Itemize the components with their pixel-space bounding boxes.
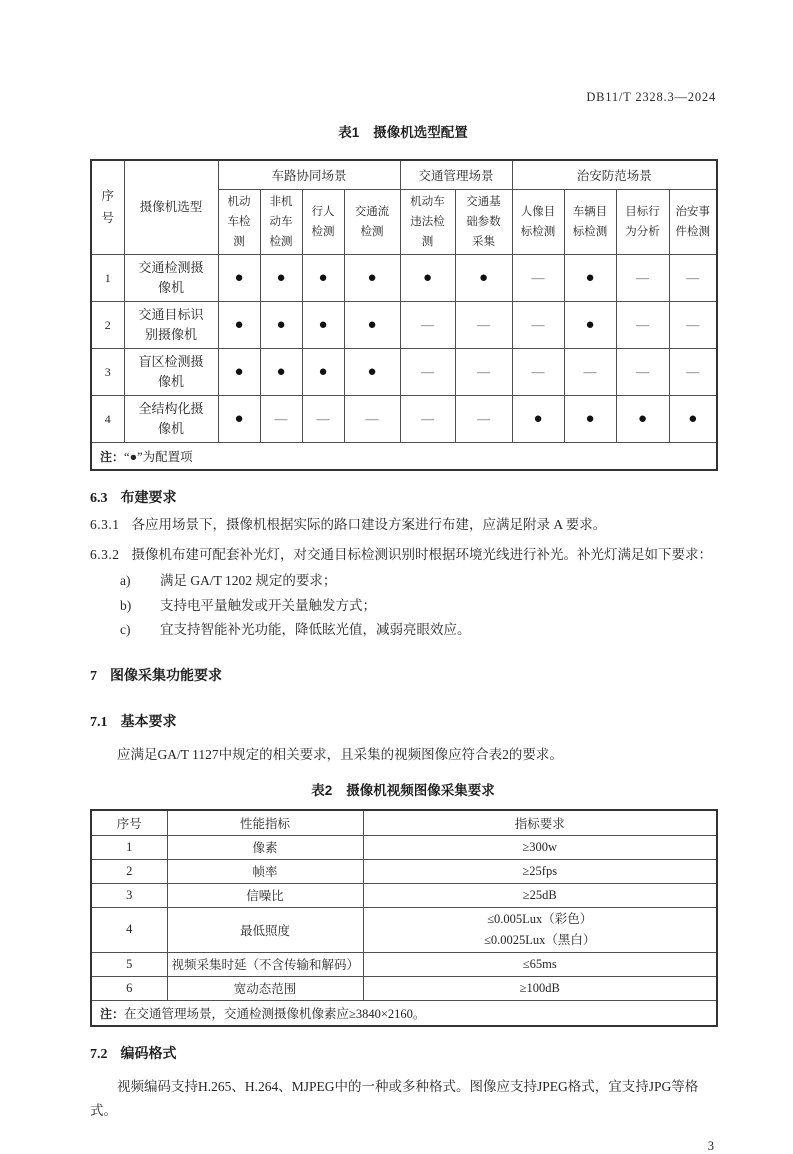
- list-marker: b): [120, 597, 132, 613]
- config-mark: —: [564, 349, 616, 396]
- table1-col-non-motor-detect: 非机动车检测: [260, 190, 302, 255]
- list-text: 满足 GA/T 1202 规定的要求；: [160, 573, 337, 589]
- clause-text: 各应用场景下，摄像机根据实际的路口建设方案进行布建，应满足附录 A 要求。: [131, 517, 607, 533]
- config-mark: ●: [260, 349, 302, 396]
- table2-note: [91, 1000, 717, 1026]
- row-seq: 2: [91, 302, 124, 349]
- indicator-name: 视频采集时延（不含传输和解码）: [167, 952, 363, 976]
- table1-col-violation-detect: 机动车违法检测: [400, 190, 455, 255]
- section-6-3-number: 6.3: [90, 491, 108, 507]
- table1-col-basic-params: 交通基础参数采集: [455, 190, 512, 255]
- row-seq: 3: [91, 883, 167, 907]
- indicator-name: 信噪比: [167, 883, 363, 907]
- table1-group-security: 治安防范场景: [512, 160, 717, 190]
- row-seq: 1: [91, 835, 167, 859]
- list-item-a: [90, 569, 716, 594]
- section-7-heading: [90, 665, 716, 685]
- page-number: 3: [707, 1138, 714, 1153]
- indicator-name: 最低照度: [167, 907, 363, 952]
- section-6-3-title: 布建要求: [120, 489, 177, 506]
- config-mark: —: [400, 349, 455, 396]
- table1-col-traffic-flow-detect: 交通流检测: [344, 190, 400, 255]
- config-mark: ●: [344, 349, 400, 396]
- section-6-3-heading: [90, 487, 716, 507]
- config-mark: —: [260, 396, 302, 443]
- clause-number: 6.3.1: [90, 517, 120, 533]
- section-7-2-title: 编码格式: [120, 1044, 177, 1061]
- table2-caption-label: 表2: [311, 782, 333, 798]
- table1-note: [91, 443, 717, 471]
- config-mark: —: [512, 255, 564, 302]
- requirement-list: [90, 569, 716, 643]
- list-marker: a): [120, 573, 131, 589]
- table2-note-row: [91, 1000, 717, 1026]
- row-seq: 1: [91, 255, 124, 302]
- requirement-value: ≥25fps: [363, 859, 717, 883]
- table2-row: [91, 835, 717, 859]
- table-video-capture-requirements: [90, 809, 718, 1027]
- config-mark: ●: [616, 396, 669, 443]
- config-mark: —: [669, 255, 717, 302]
- section-7-number: 7: [90, 668, 97, 684]
- config-mark: ●: [260, 302, 302, 349]
- table2-note-text: 在交通管理场景，交通检测摄像机像素应≥3840×2160。: [124, 1006, 426, 1021]
- table2-caption: [90, 779, 716, 799]
- list-text: 支持电平量触发或开关量触发方式；: [160, 597, 376, 613]
- config-mark: —: [616, 349, 669, 396]
- section-7-2-heading: [90, 1043, 716, 1063]
- table1-col-face-target: 人像目标检测: [512, 190, 564, 255]
- config-mark: ●: [669, 396, 717, 443]
- camera-type-name: 交通检测摄像机: [124, 255, 218, 302]
- row-seq: 4: [91, 396, 124, 443]
- list-marker: c): [120, 622, 131, 638]
- table1-col-motor-vehicle-detect: 机动车检测: [218, 190, 260, 255]
- table2-header-requirement: 指标要求: [363, 810, 717, 836]
- config-mark: —: [512, 349, 564, 396]
- config-mark: ●: [302, 302, 344, 349]
- row-seq: 3: [91, 349, 124, 396]
- table1-note-text: “●”为配置项: [124, 450, 193, 465]
- table2-row: [91, 859, 717, 883]
- table2-header-seq: 序号: [91, 810, 167, 836]
- table1-col-pedestrian-detect: 行人检测: [302, 190, 344, 255]
- config-mark: —: [455, 396, 512, 443]
- list-item-b: [90, 594, 716, 619]
- clause-6-3-1: [90, 513, 716, 537]
- table1-col-security-event: 治安事件检测: [669, 190, 717, 255]
- requirement-line-color: ≤0.005Lux（彩色）: [487, 911, 593, 926]
- config-mark: —: [455, 349, 512, 396]
- section-7-1-heading: [90, 711, 716, 731]
- table2-header-row: [91, 810, 717, 836]
- indicator-name: 像素: [167, 835, 363, 859]
- config-mark: ●: [218, 396, 260, 443]
- table1-header-seq: 序号: [91, 160, 124, 255]
- table2-caption-title: 摄像机视频图像采集要求: [346, 782, 495, 798]
- standard-number-header: DB11/T 2328.3—2024: [586, 90, 716, 104]
- table1-caption-title: 摄像机选型配置: [373, 125, 468, 140]
- requirement-value: ≥25dB: [363, 883, 717, 907]
- camera-type-name: 盲区检测摄像机: [124, 349, 218, 396]
- indicator-name: 宽动态范围: [167, 976, 363, 1000]
- list-item-c: [90, 618, 716, 643]
- table1-col-behavior-analysis: 目标行为分析: [616, 190, 669, 255]
- config-mark: ●: [564, 302, 616, 349]
- indicator-name: 帧率: [167, 859, 363, 883]
- config-mark: —: [616, 255, 669, 302]
- table2-header-indicator: 性能指标: [167, 810, 363, 836]
- table2-note-label: 注：: [100, 1006, 125, 1021]
- config-mark: —: [455, 302, 512, 349]
- table1-row: [91, 396, 717, 443]
- config-mark: —: [669, 349, 717, 396]
- config-mark: —: [400, 396, 455, 443]
- row-seq: 4: [91, 907, 167, 952]
- config-mark: ●: [218, 349, 260, 396]
- list-text: 宜支持智能补光功能，降低眩光值，减弱亮眼效应。: [160, 622, 471, 638]
- config-mark: ●: [564, 396, 616, 443]
- section-7-1-title: 基本要求: [120, 712, 177, 729]
- clause-number: 6.3.2: [90, 547, 120, 563]
- section-7-2-paragraph: 视频编码支持H.265、H.264、MJPEG中的一种或多种格式。图像应支持JPEG格式，宜支持JPG等格式。: [90, 1078, 699, 1118]
- config-mark: ●: [344, 255, 400, 302]
- requirement-value: [363, 907, 717, 952]
- config-mark: ●: [564, 255, 616, 302]
- camera-type-name: 交通目标识别摄像机: [124, 302, 218, 349]
- requirement-line-bw: ≤0.0025Lux（黑白）: [484, 932, 596, 947]
- config-mark: —: [400, 302, 455, 349]
- config-mark: —: [302, 396, 344, 443]
- requirement-value: ≥300w: [363, 835, 717, 859]
- section-7-2-number: 7.2: [90, 1046, 108, 1062]
- table1-row: [91, 255, 717, 302]
- config-mark: ●: [455, 255, 512, 302]
- row-seq: 2: [91, 859, 167, 883]
- table2-row: [91, 907, 717, 952]
- config-mark: ●: [512, 396, 564, 443]
- table1-group-header-row: [91, 160, 717, 190]
- config-mark: —: [616, 302, 669, 349]
- config-mark: ●: [344, 302, 400, 349]
- requirement-value: ≥100dB: [363, 976, 717, 1000]
- table1-group-vehicle-road: 车路协同场景: [218, 160, 400, 190]
- section-7-1-number: 7.1: [90, 714, 108, 730]
- requirement-value: ≤65ms: [363, 952, 717, 976]
- table2-row: [91, 976, 717, 1000]
- table1-note-row: [91, 443, 717, 471]
- config-mark: —: [344, 396, 400, 443]
- clause-text: 摄像机布建可配套补光灯，对交通目标检测识别时根据环境光线进行补光。补光灯满足如下要求：: [131, 547, 712, 563]
- config-mark: ●: [218, 255, 260, 302]
- config-mark: ●: [218, 302, 260, 349]
- section-7-title: 图像采集功能要求: [110, 666, 222, 683]
- table1-caption-label: 表1: [338, 125, 360, 140]
- table1-caption: [90, 121, 716, 141]
- table1-header-camera-type: 摄像机选型: [124, 160, 218, 255]
- config-mark: ●: [302, 255, 344, 302]
- table2-row: [91, 883, 717, 907]
- config-mark: ●: [400, 255, 455, 302]
- row-seq: 5: [91, 952, 167, 976]
- table1-note-label: 注：: [100, 450, 125, 465]
- config-mark: —: [669, 302, 717, 349]
- config-mark: ●: [260, 255, 302, 302]
- table1-row: [91, 349, 717, 396]
- row-seq: 6: [91, 976, 167, 1000]
- clause-6-3-2: [90, 543, 716, 567]
- table1-row: [91, 302, 717, 349]
- config-mark: —: [512, 302, 564, 349]
- config-mark: ●: [302, 349, 344, 396]
- table1-col-vehicle-target: 车辆目标检测: [564, 190, 616, 255]
- table2-row: [91, 952, 717, 976]
- table-camera-selection: [90, 159, 718, 471]
- section-7-1-paragraph: 应满足GA/T 1127中规定的相关要求，且采集的视频图像应符合表2的要求。: [117, 746, 563, 762]
- table1-group-traffic-mgmt: 交通管理场景: [400, 160, 512, 190]
- camera-type-name: 全结构化摄像机: [124, 396, 218, 443]
